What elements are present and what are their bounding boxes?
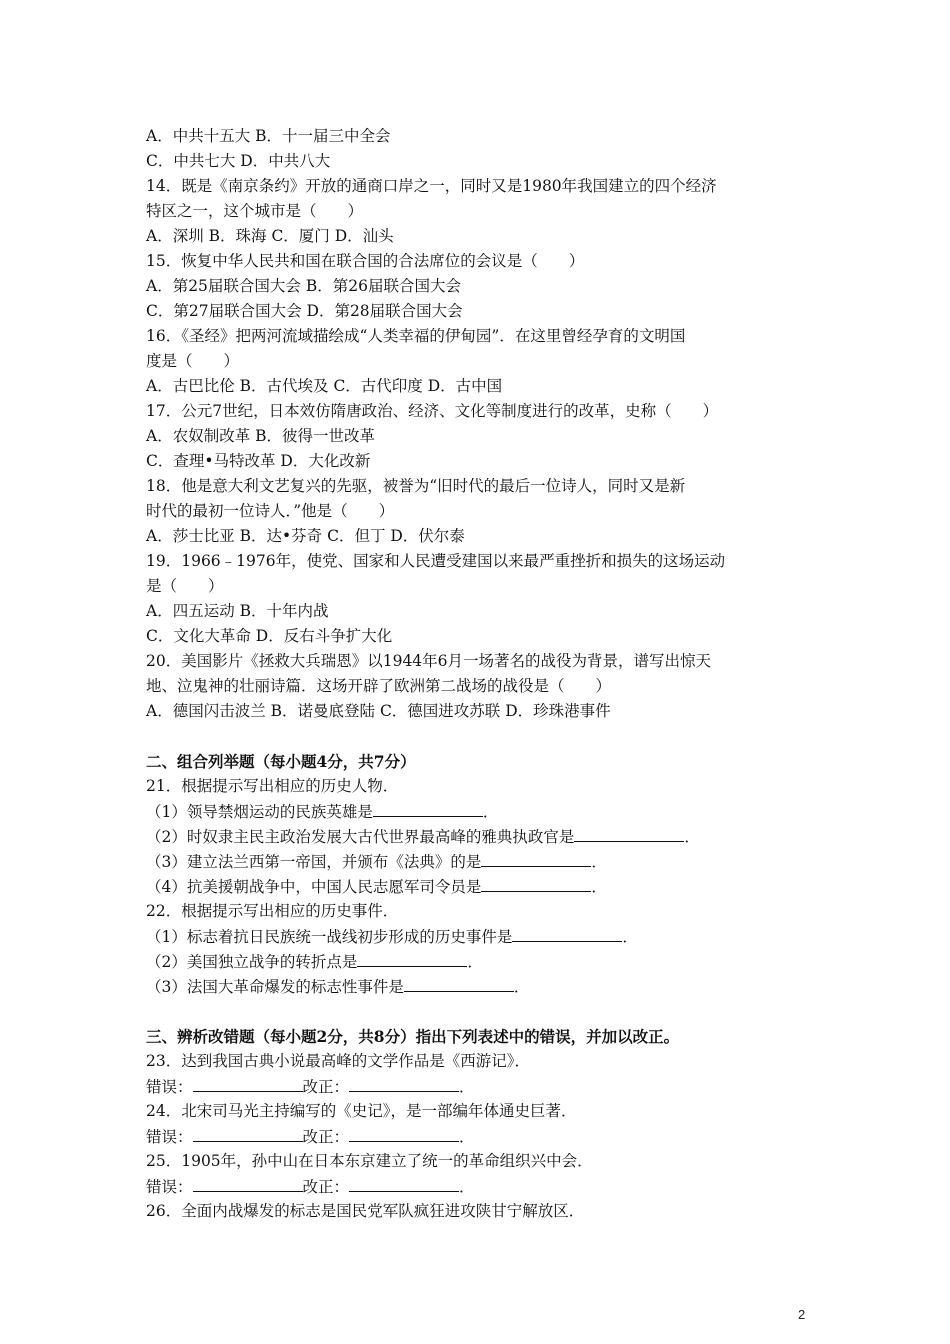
q24-answer-row: 错误： 改正： ． <box>146 1124 826 1149</box>
q14-stem-line2: 特区之一，这个城市是（ ） <box>146 202 364 220</box>
q20-stem-line1: 20．美国影片《拯救大兵瑞恩》以1944年6月一场著名的战役为背景，谱写出惊天 <box>146 652 712 670</box>
error-blank[interactable] <box>193 1124 303 1142</box>
q22-item-3: （3）法国大革命爆发的标志性事件是 ． <box>146 974 826 999</box>
q24-stem: 24．北宋司马光主持编写的《史记》，是一部编年体通史巨著． <box>146 1102 577 1120</box>
q13-options-ab: A．中共十五大 B．十一届三中全会 <box>146 127 391 145</box>
q13-options-cd: C．中共七大 D．中共八大 <box>146 152 331 170</box>
answer-blank[interactable] <box>574 824 684 842</box>
q17-options-cd: C．查理•马特改革 D．大化改新 <box>146 452 371 470</box>
q18-stem-line1: 18．他是意大利文艺复兴的先驱，被誉为“旧时代的最后一位诗人，同时又是新 <box>146 477 686 495</box>
q20-options: A．德国闪击波兰 B．诺曼底登陆 C．德国进攻苏联 D．珍珠港事件 <box>146 702 611 720</box>
answer-blank[interactable] <box>373 799 483 817</box>
q18-options: A．莎士比亚 B．达•芬奇 C．但丁 D．伏尔泰 <box>146 527 465 545</box>
correction-blank[interactable] <box>349 1124 459 1142</box>
q15-stem: 15．恢复中华人民共和国在联合国的合法席位的会议是（ ） <box>146 252 585 270</box>
q14-stem-line1: 14．既是《南京条约》开放的通商口岸之一，同时又是1980年我国建立的四个经济 <box>146 177 717 195</box>
q26-stem: 26．全面内战爆发的标志是国民党军队疯狂进攻陕甘宁解放区． <box>146 1202 585 1220</box>
q15-options-cd: C．第27届联合国大会 D．第28届联合国大会 <box>146 302 463 320</box>
q23-stem: 23．达到我国古典小说最高峰的文学作品是《西游记》． <box>146 1052 530 1070</box>
correction-blank[interactable] <box>349 1174 459 1192</box>
q19-options-ab: A．四五运动 B．十年内战 <box>146 602 329 620</box>
answer-blank[interactable] <box>512 924 622 942</box>
q19-stem-line2: 是（ ） <box>146 577 224 595</box>
correction-blank[interactable] <box>349 1074 459 1092</box>
answer-blank[interactable] <box>404 974 514 992</box>
q21-item-2: （2）时奴隶主民主政治发展大古代世界最高峰的雅典执政官是 ． <box>146 824 826 849</box>
q21-stem: 21．根据提示写出相应的历史人物． <box>146 777 399 795</box>
q15-options-ab: A．第25届联合国大会 B．第26届联合国大会 <box>146 277 461 295</box>
q16-stem-line1: 16．《圣经》把两河流域描绘成“人类幸福的伊甸园”．在这里曾经孕育的文明国 <box>146 327 686 345</box>
q22-stem: 22．根据提示写出相应的历史事件． <box>146 902 399 920</box>
q17-options-ab: A．农奴制改革 B．彼得一世改革 <box>146 427 376 445</box>
q21-item-3: （3）建立法兰西第一帝国，并颁布《法典》的是 ． <box>146 849 826 874</box>
q20-stem-line2: 地、泣鬼神的壮丽诗篇．这场开辟了欧洲第二战场的战役是（ ） <box>146 677 612 695</box>
q14-options: A．深圳 B．珠海 C．厦门 D．汕头 <box>146 227 394 245</box>
q18-stem-line2: 时代的最初一位诗人．”他是（ ） <box>146 502 395 520</box>
section2-heading: 二、组合列举题（每小题4分，共7分） <box>146 752 416 771</box>
section3-heading: 三、辨析改错题（每小题2分，共8分）指出下列表述中的错误，并加以改正。 <box>146 1027 680 1046</box>
answer-blank[interactable] <box>481 874 591 892</box>
answer-blank[interactable] <box>481 849 591 867</box>
exam-page-content <box>146 124 826 1224</box>
q21-item-1: （1）领导禁烟运动的民族英雄是 ． <box>146 799 826 824</box>
q22-item-1: （1）标志着抗日民族统一战线初步形成的历史事件是 ． <box>146 924 826 949</box>
section-spacer <box>146 724 826 749</box>
page-number: 2 <box>798 1307 806 1322</box>
q19-options-cd: C．文化大革命 D．反右斗争扩大化 <box>146 627 393 645</box>
q17-stem: 17．公元7世纪，日本效仿隋唐政治、经济、文化等制度进行的改革，史称（ ） <box>146 402 719 420</box>
q19-stem-line1: 19．1966﹣1976年，使党、国家和人民遭受建国以来最严重挫折和损失的这场运动 <box>146 552 726 570</box>
answer-blank[interactable] <box>357 949 467 967</box>
q16-stem-line2: 度是（ ） <box>146 352 240 370</box>
q23-answer-row: 错误： 改正： ． <box>146 1074 826 1099</box>
q21-item-4: （4）抗美援朝战争中，中国人民志愿军司令员是 ． <box>146 874 826 899</box>
q25-stem: 25．1905年，孙中山在日本东京建立了统一的革命组织兴中会． <box>146 1152 593 1170</box>
error-blank[interactable] <box>193 1174 303 1192</box>
q16-options: A．古巴比伦 B．古代埃及 C．古代印度 D．古中国 <box>146 377 503 395</box>
q25-answer-row: 错误： 改正： ． <box>146 1174 826 1199</box>
q22-item-2: （2）美国独立战争的转折点是 ． <box>146 949 826 974</box>
error-blank[interactable] <box>193 1074 303 1092</box>
section-spacer <box>146 999 826 1024</box>
